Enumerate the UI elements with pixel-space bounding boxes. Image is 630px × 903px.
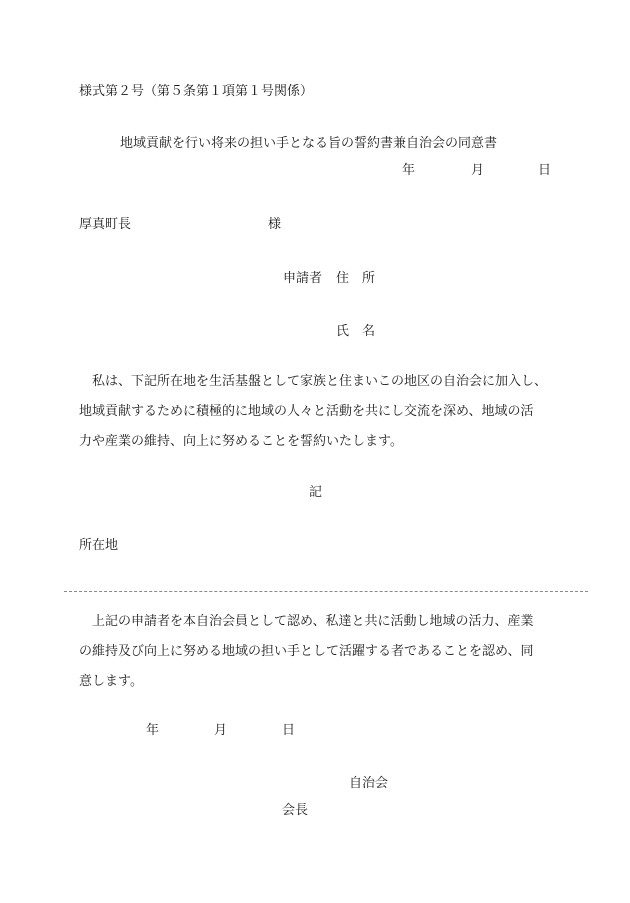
location-label: 所在地 (79, 538, 119, 553)
date-bottom-month: 月 (214, 723, 228, 738)
date-top-day: 日 (538, 163, 552, 178)
addressee-name: 厚真町長 (79, 217, 132, 232)
applicant-label: 申請者 (283, 271, 323, 286)
association-chair-label: 会長 (282, 803, 309, 818)
cut-line-divider (64, 591, 588, 592)
address-label: 住 所 (336, 271, 376, 286)
consent-line-2: の維持及び向上に努める地域の担い手として活躍する者であることを認め、同 (79, 644, 534, 659)
pledge-line-1: 私は、下記所在地を生活基盤として家族と住まいこの地区の自治会に加入し、 (79, 374, 548, 389)
ki-heading: 記 (309, 485, 323, 500)
document-title: 地域貢献を行い将来の担い手となる旨の誓約書兼自治会の同意書 (120, 136, 498, 151)
pledge-line-3: 力や産業の維持、向上に努めることを誓約いたします。 (79, 434, 403, 449)
pledge-paragraph (79, 367, 559, 457)
consent-paragraph (79, 607, 559, 697)
date-top-month: 月 (471, 163, 485, 178)
date-bottom-year: 年 (146, 723, 160, 738)
date-bottom-day: 日 (282, 723, 296, 738)
association-name-label: 自治会 (349, 776, 389, 791)
consent-line-3: 意します。 (79, 674, 143, 689)
form-number: 様式第２号（第５条第１項第１号関係） (79, 84, 314, 99)
date-top-year: 年 (402, 163, 416, 178)
name-label: 氏 名 (336, 324, 376, 339)
addressee-honorific: 様 (268, 217, 282, 232)
pledge-line-2: 地域貢献するために積極的に地域の人々と活動を共にし交流を深め、地域の活 (79, 404, 534, 419)
consent-line-1: 上記の申請者を本自治会員として認め、私達と共に活動し地域の活力、産業 (79, 614, 534, 629)
